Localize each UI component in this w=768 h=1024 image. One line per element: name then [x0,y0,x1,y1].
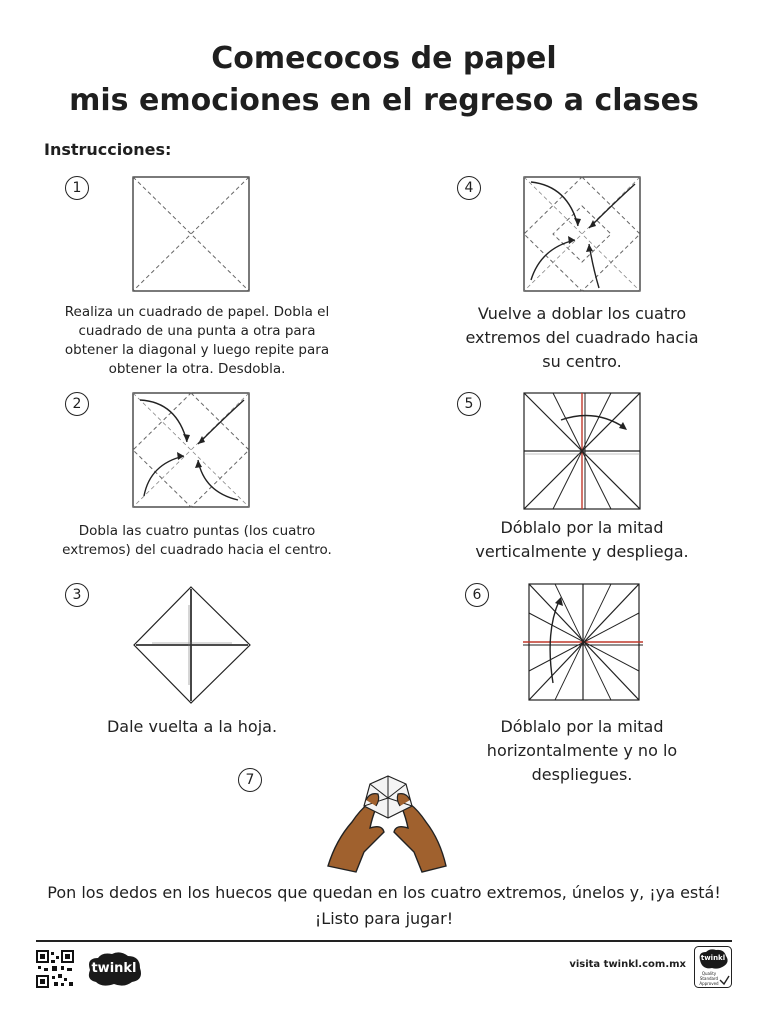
qr-code-icon [36,950,74,988]
step-4-diagram [523,176,643,294]
footer-divider [36,940,732,942]
step-3-text: Dale vuelta a la hoja. [106,717,278,736]
step-6-number: 6 [465,583,489,607]
step-4-text: Vuelve a doblar los cuatro extremos del cuadrado hacia su centro. [465,304,699,371]
quality-standard-badge [694,946,732,988]
step-2-text: Dobla las cuatro puntas (los cuatro extremos) del cuadrado hacia el centro. [62,523,332,558]
page-title-line-1: Comecocos de papel [211,41,557,76]
twinkl-logo [84,950,144,988]
step-3-number: 3 [65,583,89,607]
step-3-diagram [132,585,252,705]
badge-brand-text: twinkl [700,954,726,962]
step-6-text: Dóblalo por la mitad horizontalmente y no lo despliegues. [486,717,678,784]
step-5-text: Dóblalo por la mitad verticalmente y despliega. [475,518,689,561]
step-7-text: Pon los dedos en los huecos que quedan en los cuatro extremos, únelos y, ¡ya está! ¡Listo para jugar! [47,883,721,928]
step-6-diagram [523,583,643,703]
step-1-text: Realiza un cuadrado de papel. Dobla el cuadrado de una punta a otra para obtener la diagonal y luego repite para obtener la otra. Desdobla. [64,304,330,377]
step-2-diagram [132,392,252,510]
step-1-diagram [132,176,252,294]
hands-fortune-teller-illustration [322,770,452,874]
page-title-line-2: mis emociones en el regreso a clases [69,83,699,118]
visit-website-text: visita twinkl.com.mx [569,959,686,970]
step-4-number: 4 [457,176,481,200]
step-2-number: 2 [65,392,89,416]
twinkl-logo-text: twinkl [91,961,137,976]
step-5-diagram [523,392,643,512]
step-1-number: 1 [65,176,89,200]
badge-caption-text: Quality Standard Approved [699,971,719,986]
step-5-number: 5 [457,392,481,416]
step-7-number: 7 [238,768,262,792]
instructions-label: Instrucciones: [44,140,172,159]
